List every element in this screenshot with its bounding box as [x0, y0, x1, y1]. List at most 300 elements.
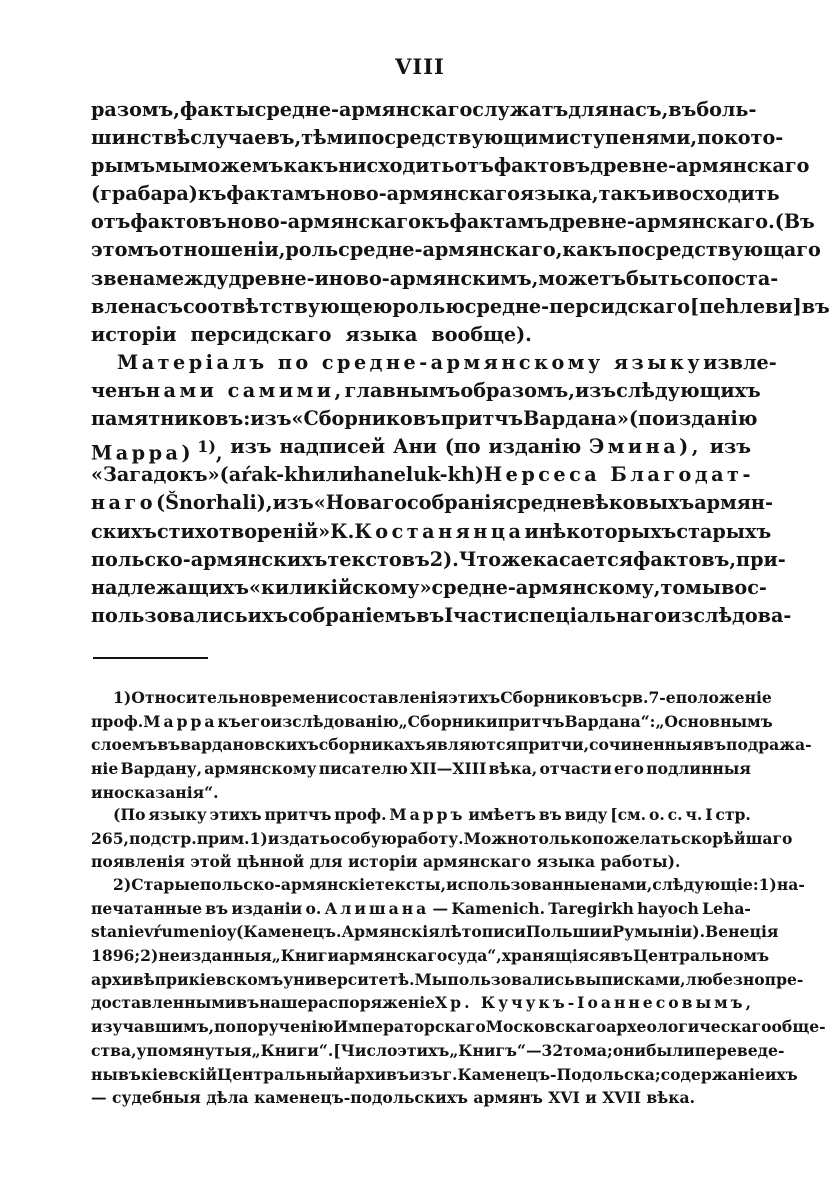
word: къ — [420, 210, 450, 234]
word: «Загадокъ» — [91, 463, 220, 487]
word: пожелать — [592, 828, 681, 848]
word: же — [501, 547, 533, 571]
word: XII—XIII — [410, 759, 487, 779]
word: порученію — [235, 1017, 334, 1037]
word: этихъ — [448, 688, 501, 707]
word: упомянутыя — [136, 1040, 252, 1060]
word: хранящіяся — [501, 946, 611, 966]
word: памятниковъ: — [91, 407, 251, 431]
word: части — [453, 603, 518, 627]
word: ченъ — [91, 379, 147, 403]
word: изъ — [408, 1064, 443, 1084]
word: 1896; — [91, 946, 141, 966]
word: армян- — [694, 491, 773, 515]
word: вѣка, — [488, 759, 538, 779]
word: притчъ — [497, 711, 565, 731]
word: проф. — [334, 805, 387, 824]
text-line — [91, 349, 777, 377]
word: — судебныя дѣла каменецъ-подольскихъ армянъ XVI и XVII вѣка. — [91, 1088, 696, 1108]
text-line — [91, 293, 830, 321]
word: Leha- — [702, 898, 751, 918]
word: неизданныя — [158, 946, 272, 966]
footnote-line — [91, 897, 751, 921]
word: мы — [685, 575, 722, 599]
word: по — [697, 126, 724, 150]
word: проф. — [91, 711, 144, 731]
author-name: Алишана — [324, 898, 430, 918]
word: архивѣ — [91, 969, 155, 989]
word: для — [568, 98, 609, 121]
word: извле- — [703, 351, 777, 374]
word: (aŕak-kh — [219, 463, 312, 487]
word: фактовъ — [493, 154, 591, 178]
text-line — [91, 265, 779, 293]
word: Центральный — [217, 1064, 345, 1084]
word: притчи, — [517, 735, 590, 755]
word: быть — [625, 266, 683, 290]
word: въ — [668, 98, 697, 121]
word: haneluk-kh) — [353, 463, 484, 487]
word: подлинныя — [646, 759, 751, 779]
word: 1) — [113, 688, 132, 707]
word: о. — [648, 805, 665, 824]
word: «киликійскому» — [248, 575, 432, 599]
word: этихъ — [397, 1040, 450, 1060]
word: прим. — [196, 828, 250, 848]
word: «Новаго — [313, 491, 408, 515]
text-line — [91, 321, 751, 349]
text-line — [91, 546, 786, 574]
word: архивъ — [344, 1064, 409, 1084]
word: соотвѣтствующею — [182, 294, 393, 318]
word: случаевъ, — [190, 126, 302, 150]
word: „Сборники — [398, 711, 498, 731]
word: Центральномъ — [633, 946, 770, 966]
paragraph-1 — [91, 96, 830, 349]
footnote-line — [91, 757, 751, 781]
word: сборникахъ — [318, 735, 426, 755]
word: можемъ — [190, 154, 284, 178]
word: текстовъ — [327, 547, 430, 571]
footnote-line — [91, 920, 779, 944]
word: Императорскаго — [333, 1017, 486, 1037]
word: I — [444, 603, 454, 627]
word: о. — [305, 898, 322, 918]
word: появленія этой цѣнной для исторіи армянскаго языка работы). — [91, 852, 681, 872]
word: стр. — [715, 805, 751, 824]
word: исторіи — [91, 322, 177, 346]
word: при- — [736, 547, 786, 571]
text-line — [91, 124, 784, 152]
word: ніе — [91, 759, 119, 779]
word: Можно — [463, 828, 529, 848]
word: разомъ, — [91, 98, 180, 121]
word: или — [311, 463, 354, 487]
author-name: Костанянца — [354, 519, 525, 543]
word: скихъ — [91, 519, 157, 543]
word: сочиненныя — [589, 735, 704, 755]
word: [Число — [333, 1040, 398, 1060]
word: въ — [801, 294, 830, 318]
word: въ — [703, 735, 727, 755]
word: пре- — [764, 969, 804, 989]
word: этомъ — [91, 238, 159, 262]
footnote-line — [91, 827, 793, 851]
word: на- — [776, 875, 805, 894]
footnote-line — [91, 944, 770, 968]
footnote-line — [91, 968, 804, 992]
word: изъ — [230, 435, 272, 459]
word: 2) — [140, 946, 159, 966]
word: отношеніи, — [158, 238, 286, 262]
word: такъ — [598, 182, 652, 206]
word: распоряженіе — [307, 993, 436, 1013]
word: использованные — [446, 875, 601, 894]
word: боль- — [696, 98, 757, 121]
word: слѣдующихъ — [616, 379, 761, 403]
word: — — [525, 1040, 542, 1060]
spaced-text: Матеріалъ по средне-армянскому языку — [117, 351, 704, 374]
text-line — [91, 461, 754, 489]
word: въ — [205, 898, 229, 918]
word: работу. — [396, 828, 464, 848]
word: (Šnorhali), — [156, 491, 273, 515]
word: въ — [157, 735, 181, 755]
word: можетъ — [538, 266, 626, 290]
word: касается — [532, 547, 634, 571]
word: [пеhлеви] — [690, 294, 802, 318]
text-line — [91, 489, 773, 517]
word: къ — [217, 711, 241, 731]
word: фактовъ — [130, 210, 227, 234]
word: Марра) $^{1)}$, — [91, 437, 223, 465]
word: языка, — [519, 182, 599, 206]
author-name: наго — [91, 491, 157, 515]
word: то — [660, 575, 686, 599]
word: польско-армянскіе — [199, 875, 375, 894]
word: этихъ — [209, 805, 262, 824]
footnote-ref: 1) — [197, 437, 216, 457]
word: къ — [197, 182, 227, 206]
word: 2). — [429, 547, 459, 571]
word: средне-армянскаго — [254, 98, 473, 121]
word: Сборниковъ — [500, 688, 612, 707]
word: собраніемъ — [288, 603, 417, 627]
word: издать — [267, 828, 331, 848]
word: польско-армянскихъ — [91, 547, 328, 571]
footnote-line — [91, 850, 751, 874]
word: мы — [155, 154, 191, 178]
word: средне-армянскаго, — [338, 238, 563, 262]
word: ч. — [685, 805, 703, 824]
word: пользовались — [91, 603, 248, 627]
word: по — [214, 1017, 236, 1037]
word: особую — [330, 828, 397, 848]
footnote-1 — [91, 686, 812, 804]
footnote-line — [91, 1063, 798, 1087]
word: Вардана“: — [564, 711, 656, 731]
word: фактамъ — [226, 182, 326, 206]
word: звена — [91, 266, 156, 290]
word: языка — [345, 322, 418, 346]
word: Армянскія — [341, 922, 440, 942]
word: ново-армянскаго — [325, 182, 520, 206]
word: изданію — [488, 435, 582, 459]
word: были — [646, 1040, 695, 1060]
word: средне-армянскому, — [431, 575, 661, 599]
footnote-line — [91, 991, 755, 1015]
word: отъ — [91, 210, 131, 234]
word: нѣкоторыхъ — [538, 519, 677, 543]
word: изъ — [272, 491, 314, 515]
word: составленія — [338, 688, 449, 707]
word: насъ, — [608, 98, 669, 121]
word: влена — [91, 294, 157, 318]
word: содержаніе — [660, 1064, 765, 1084]
word: изъ — [709, 435, 751, 459]
word: и — [314, 266, 329, 290]
footnote-line — [91, 1086, 751, 1110]
word: Румыніи). — [612, 922, 706, 942]
word: отчасти — [539, 759, 612, 779]
word: Вардану, — [120, 759, 203, 779]
word: и — [524, 519, 539, 543]
footnote-line — [91, 873, 805, 897]
word: рымъ — [91, 154, 156, 178]
word: посредствующими — [357, 126, 570, 150]
word: иносказанія“. — [91, 782, 219, 802]
word: какъ — [283, 154, 339, 178]
word: доставленными — [91, 993, 237, 1013]
word: отъ — [454, 154, 494, 178]
word: тексты, — [375, 875, 447, 894]
word: тома; — [563, 1040, 613, 1060]
word: изслѣдованію — [270, 711, 399, 731]
word: 32 — [541, 1040, 564, 1060]
spaced-text: нами самими, — [146, 379, 345, 403]
author-name: Хр. Кучукъ-Іоаннесовымъ, — [435, 993, 755, 1013]
word: 265, — [91, 828, 129, 848]
word: фактовъ, — [633, 547, 737, 571]
word: (по — [628, 407, 665, 431]
word: имѣетъ — [468, 805, 537, 824]
word: любезно — [685, 969, 765, 989]
word: надлежащихъ — [91, 575, 249, 599]
word: К. — [330, 519, 355, 543]
word: и — [651, 182, 666, 206]
footnote-line — [91, 686, 772, 710]
text-line — [91, 377, 761, 405]
text-line — [91, 152, 810, 180]
word: 2) — [113, 875, 132, 894]
word: (Въ — [774, 210, 815, 234]
word: въ — [416, 603, 445, 627]
word: тѣми — [301, 126, 358, 150]
word: университетѣ. — [283, 969, 415, 989]
word: ново-армянскимъ, — [328, 266, 539, 290]
text-line — [91, 236, 821, 264]
word: армянскому — [204, 759, 317, 779]
word: hayoch — [637, 898, 699, 918]
word: с. — [667, 805, 683, 824]
word: въ — [538, 805, 562, 824]
word: его — [240, 711, 271, 731]
word: Относительно — [131, 688, 261, 707]
word: его — [614, 759, 644, 779]
word: ev — [134, 922, 154, 942]
word: положеніе — [675, 688, 772, 707]
word: Московскаго — [485, 1017, 607, 1037]
word: съ — [156, 294, 183, 318]
footnote-line — [91, 803, 751, 827]
word: — — [432, 898, 449, 918]
word: Старые — [131, 875, 200, 894]
word: собранія — [407, 491, 506, 515]
word: притчъ — [264, 805, 332, 824]
word: какъ — [562, 238, 618, 262]
footnote-2 — [91, 873, 826, 1110]
word: обще- — [771, 1017, 826, 1037]
footnote-line — [91, 710, 773, 734]
author-name: Марра — [143, 711, 218, 731]
word: ства, — [91, 1040, 137, 1060]
word: нами, — [600, 875, 653, 894]
word: средневѣковыхъ — [505, 491, 695, 515]
word: 7-е — [648, 688, 676, 707]
word: притчъ — [440, 407, 524, 431]
author-name: Нерсеса Благодат- — [483, 463, 754, 487]
word: въ — [610, 946, 634, 966]
word: выписками, — [574, 969, 686, 989]
footnote-line — [91, 1039, 785, 1063]
author-name: Эмина), — [588, 435, 702, 459]
word: ролью — [392, 294, 465, 318]
word: сопоста- — [682, 266, 779, 290]
word: ны — [91, 1064, 119, 1084]
word: ступенями, — [569, 126, 698, 150]
word: персидскаго — [190, 322, 332, 346]
footnote-line — [91, 1015, 826, 1039]
word: «Сборниковъ — [291, 407, 441, 431]
footnote-line — [91, 781, 751, 805]
paragraph-2 — [91, 349, 792, 630]
word: виду — [564, 805, 608, 824]
text-line — [91, 405, 758, 433]
word: Ани — [392, 435, 437, 459]
word: времени — [260, 688, 339, 707]
word: пользовались — [447, 969, 575, 989]
word: (По — [113, 805, 146, 824]
word: изучавшимъ, — [91, 1017, 215, 1037]
word: ихъ — [247, 603, 289, 627]
word: въ — [236, 993, 260, 1013]
word: средне-персидскаго — [464, 294, 691, 318]
word: древне-армянскаго — [590, 154, 810, 178]
word: спеціальнаго — [517, 603, 667, 627]
word: Мы — [414, 969, 448, 989]
word: „Книги“. — [251, 1040, 334, 1060]
word: слѣдующіе: — [652, 875, 759, 894]
word: они — [612, 1040, 647, 1060]
word: Польши — [525, 922, 601, 942]
word: подстр. — [128, 828, 197, 848]
word: (по — [444, 435, 481, 459]
word: старыхъ — [676, 519, 772, 543]
word: лѣтописи — [439, 922, 526, 942]
word: Каменецъ-Подольска; — [457, 1064, 661, 1084]
word: слоемъ — [91, 735, 158, 755]
word: Венеція — [705, 922, 779, 942]
word: суда“, — [447, 946, 502, 966]
author-name: Марръ — [389, 805, 466, 824]
word: между — [155, 266, 229, 290]
word: археологическаго — [606, 1017, 772, 1037]
word: шинствѣ — [91, 126, 191, 150]
word: изданію — [664, 407, 758, 431]
word: наше — [259, 993, 308, 1013]
footnote-separator — [93, 657, 208, 659]
text-line — [91, 208, 815, 236]
word: изъ — [574, 379, 617, 403]
word: ŕumenioy — [153, 922, 237, 942]
word: срв. — [611, 688, 649, 707]
text-line — [91, 96, 757, 124]
word: древне- — [228, 266, 315, 290]
word: г. — [442, 1064, 458, 1084]
word: ихъ — [764, 1064, 798, 1084]
word: стихотвореній» — [156, 519, 331, 543]
word: I — [705, 805, 713, 824]
word: скорѣйшаго — [680, 828, 793, 848]
word: факты — [179, 98, 255, 121]
word: подража- — [726, 735, 812, 755]
word: при — [154, 969, 189, 989]
word: роль — [285, 238, 339, 262]
word: ново-армянскаго — [226, 210, 421, 234]
word: изслѣдова- — [666, 603, 792, 627]
word: [см. — [610, 805, 647, 824]
word: въ — [118, 1064, 141, 1084]
word: вообще). — [431, 322, 532, 346]
word: 1) — [758, 875, 777, 894]
word: изданіи — [231, 898, 303, 918]
word: только — [528, 828, 593, 848]
word: Что — [458, 547, 502, 571]
word: посредствующаго — [617, 238, 821, 262]
word: кото- — [723, 126, 784, 150]
word: (Каменецъ. — [236, 922, 342, 942]
word: древне-армянскаго. — [548, 210, 775, 234]
word: Kamenich. — [451, 898, 546, 918]
word: „Книги — [271, 946, 340, 966]
word: фактамъ — [449, 210, 549, 234]
word: и — [600, 922, 613, 942]
text-line — [91, 433, 751, 465]
word: stani — [91, 922, 135, 942]
word: переведе- — [694, 1040, 785, 1060]
word: нисходить — [338, 154, 455, 178]
text-line — [91, 518, 772, 546]
word: служатъ — [472, 98, 569, 121]
word: армянскаго — [339, 946, 448, 966]
word: языку — [148, 805, 207, 824]
footnote-1-continued — [91, 803, 793, 874]
word: главнымъ — [344, 379, 461, 403]
text-line — [91, 180, 780, 208]
word: кіевскій — [140, 1064, 218, 1084]
author-name: Марра — [91, 441, 182, 465]
word: „Книгъ“ — [449, 1040, 526, 1060]
